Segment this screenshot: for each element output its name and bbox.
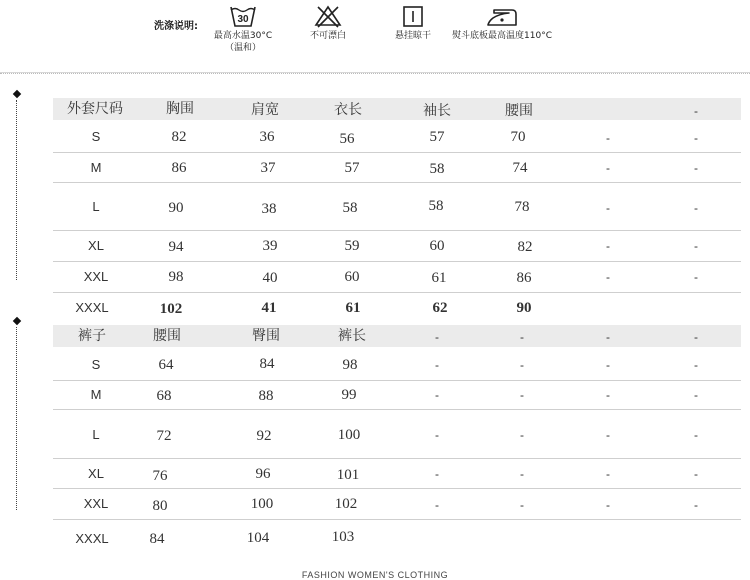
- table-cell: -: [606, 498, 610, 512]
- table-cell: 86: [171, 160, 187, 176]
- table-cell: -: [606, 239, 610, 253]
- table-cell: 62: [432, 300, 448, 316]
- column-header: 腰围: [505, 103, 533, 119]
- table-cell: -: [606, 428, 610, 442]
- row-divider: [53, 488, 741, 489]
- table-cell: -: [520, 428, 524, 442]
- row-divider: [53, 261, 741, 262]
- table-cell: 41: [261, 300, 277, 316]
- table-cell: -: [606, 358, 610, 372]
- table-cell: 103: [331, 529, 355, 545]
- column-header: -: [435, 330, 439, 344]
- table-cell: 68: [156, 388, 172, 404]
- header-dotted-divider: [0, 73, 750, 74]
- iron-icon: [485, 4, 519, 28]
- table-cell: 58: [342, 200, 358, 216]
- size-cell: M: [90, 160, 102, 175]
- column-header: 腰围: [153, 328, 181, 344]
- table-cell: 72: [156, 428, 172, 444]
- table-cell: 90: [168, 200, 184, 216]
- table-cell: 59: [344, 238, 360, 254]
- size-cell: XXXL: [75, 300, 109, 315]
- column-header: 袖长: [423, 103, 451, 119]
- table-cell: 37: [260, 160, 276, 176]
- table-cell: 90: [516, 300, 532, 316]
- table-cell: -: [606, 467, 610, 481]
- table-cell: 56: [339, 131, 355, 147]
- section-guide-jacket: [16, 100, 17, 280]
- section-marker-pants: [13, 317, 21, 325]
- table-cell: -: [606, 201, 610, 215]
- table-cell: 98: [342, 357, 358, 373]
- footer-brand-text: FASHION WOMEN'S CLOTHING: [301, 570, 449, 580]
- care-item-wash: [205, 4, 281, 54]
- row-divider: [53, 458, 741, 459]
- care-item-bleach: [300, 4, 356, 42]
- table-cell: -: [694, 388, 698, 402]
- table-cell: -: [435, 358, 439, 372]
- table-cell: 96: [255, 466, 271, 482]
- column-header: 胸围: [166, 101, 194, 117]
- table-cell: 88: [258, 388, 274, 404]
- table-cell: 60: [344, 269, 360, 285]
- table-cell: -: [606, 131, 610, 145]
- size-cell: S: [91, 129, 101, 144]
- table-cell: -: [520, 467, 524, 481]
- care-title: 洗涤说明:: [154, 21, 198, 32]
- table-cell: -: [694, 467, 698, 481]
- column-header: 肩宽: [251, 102, 279, 118]
- table-cell: 61: [345, 300, 361, 316]
- no-bleach-icon: [314, 4, 342, 28]
- table-cell: -: [694, 270, 698, 284]
- column-header: -: [694, 104, 698, 118]
- row-divider: [53, 380, 741, 381]
- table-cell: -: [694, 161, 698, 175]
- table-cell: -: [435, 467, 439, 481]
- row-divider: [53, 519, 741, 520]
- table-cell: -: [606, 270, 610, 284]
- table-cell: 84: [259, 356, 275, 372]
- table-cell: 102: [334, 496, 358, 512]
- column-header: 外套尺码: [67, 101, 123, 117]
- column-header: -: [606, 330, 610, 344]
- table-cell: -: [435, 388, 439, 402]
- table-cell: 58: [428, 198, 444, 214]
- table-cell: -: [606, 161, 610, 175]
- table-cell: 57: [429, 129, 445, 145]
- table-cell: 80: [152, 498, 168, 514]
- row-divider: [53, 230, 741, 231]
- size-cell: M: [90, 387, 102, 402]
- section-guide-pants: [16, 327, 17, 510]
- care-label-iron: 熨斗底板最高温度110°C: [452, 31, 552, 41]
- table-cell: 64: [158, 357, 174, 373]
- table-cell: -: [694, 358, 698, 372]
- wash-30-icon: [229, 4, 257, 28]
- table-cell: 92: [256, 428, 272, 444]
- table-cell: 78: [514, 199, 530, 215]
- table-cell: 104: [246, 530, 270, 546]
- table-cell: -: [694, 201, 698, 215]
- table-cell: 102: [159, 301, 183, 317]
- table-cell: -: [520, 498, 524, 512]
- care-label-wash: 最高水温30°C: [213, 31, 273, 41]
- table-cell: 38: [261, 201, 277, 217]
- table-cell: -: [435, 498, 439, 512]
- table-cell: 100: [250, 496, 274, 512]
- table-cell: 36: [259, 129, 275, 145]
- care-instructions: [0, 0, 750, 72]
- table-cell: -: [606, 388, 610, 402]
- table-cell: 58: [429, 161, 445, 177]
- table-cell: -: [435, 428, 439, 442]
- table-cell: 40: [262, 270, 278, 286]
- table-cell: -: [694, 239, 698, 253]
- row-divider: [53, 182, 741, 183]
- care-item-dry: [388, 4, 438, 42]
- table-cell: 99: [341, 387, 357, 403]
- hang-dry-icon: [399, 4, 427, 28]
- table-cell: 39: [262, 238, 278, 254]
- table-cell: 84: [149, 531, 165, 547]
- table-cell: -: [520, 358, 524, 372]
- size-cell: XXL: [83, 269, 109, 284]
- column-header: -: [520, 330, 524, 344]
- table-cell: 60: [429, 238, 445, 254]
- table-cell: -: [694, 131, 698, 145]
- column-header: 裤长: [338, 328, 366, 344]
- svg-text:30: 30: [237, 14, 249, 25]
- table-cell: 82: [517, 239, 533, 255]
- care-label-bleach: 不可漂白: [309, 31, 346, 41]
- column-header: 裤子: [78, 328, 106, 344]
- care-label-dry: 悬挂晾干: [394, 31, 431, 41]
- section-marker-jacket: [13, 90, 21, 98]
- size-cell: XL: [88, 466, 104, 481]
- size-cell: XXXL: [75, 531, 109, 546]
- size-cell: S: [91, 357, 101, 372]
- column-header: 衣长: [334, 102, 362, 118]
- size-cell: XL: [88, 238, 104, 253]
- column-header: 臀围: [252, 328, 280, 344]
- row-divider: [53, 292, 741, 293]
- table-cell: 100: [337, 427, 361, 443]
- table-cell: 101: [336, 467, 360, 483]
- row-divider: [53, 409, 741, 410]
- size-cell: XXL: [83, 496, 109, 511]
- table-cell: 57: [344, 160, 360, 176]
- table-cell: 82: [171, 129, 187, 145]
- column-header: -: [694, 330, 698, 344]
- table-cell: 98: [168, 269, 184, 285]
- care-sublabel-wash: （温和）: [224, 43, 261, 53]
- table-cell: 94: [168, 239, 184, 255]
- table-cell: -: [520, 388, 524, 402]
- size-cell: L: [92, 199, 100, 214]
- table-cell: 86: [516, 270, 532, 286]
- size-cell: L: [92, 427, 100, 442]
- table-cell: 76: [152, 468, 168, 484]
- table-cell: -: [694, 428, 698, 442]
- table-cell: 61: [431, 270, 447, 286]
- table-cell: 74: [512, 160, 528, 176]
- table-cell: -: [694, 498, 698, 512]
- row-divider: [53, 152, 741, 153]
- table-cell: 70: [510, 129, 526, 145]
- care-item-iron: [446, 4, 558, 42]
